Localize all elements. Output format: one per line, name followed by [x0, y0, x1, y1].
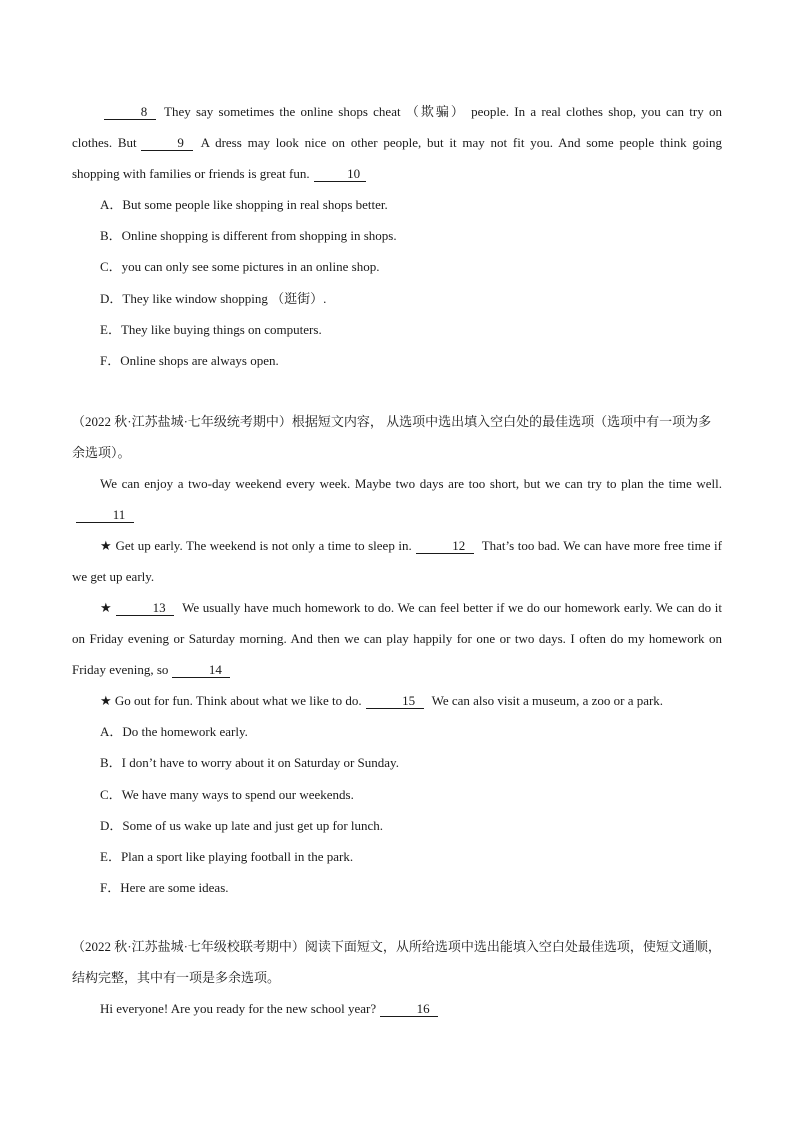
- option-b: B．Online shopping is different from shopping in shops.: [100, 228, 397, 244]
- section2-para3-text: We usually have much homework to do. We can feel better if we do our homework early. We can do it on Friday evening or Saturday morning. And then we can play happily for one or two days. I often do my homework on Friday evening, so: [72, 600, 722, 678]
- blank-16[interactable]: 16: [380, 1002, 438, 1017]
- blank-11[interactable]: 11: [76, 508, 134, 523]
- blank-12[interactable]: 12: [416, 539, 474, 554]
- option-f: F．Online shops are always open.: [100, 353, 279, 369]
- passage1-options: [72, 189, 722, 376]
- section2-para1-text: We can enjoy a two-day weekend every week. Maybe two days are too short, but we can try to plan the time well.: [100, 476, 722, 492]
- option-e: E．Plan a sport like playing football in the park.: [100, 849, 354, 865]
- section2-para1: [72, 468, 722, 530]
- option-c: C．you can only see some pictures in an online shop.: [100, 259, 380, 275]
- passage1-text-1: They say sometimes the online shops cheat （欺骗） people. In a real clothes shop, you can try on clothes. But: [72, 104, 722, 150]
- blank-14[interactable]: 14: [172, 663, 230, 678]
- blank-9[interactable]: 9: [141, 136, 193, 151]
- section2-para2: [72, 530, 722, 592]
- option-f: F．Here are some ideas.: [100, 880, 229, 896]
- section2-para3: [72, 592, 722, 685]
- blank-8[interactable]: 8: [104, 105, 156, 120]
- section2-instruction: （2022 秋·江苏盐城·七年级统考期中）根据短文内容， 从选项中选出填入空白处的最佳选项（选项中有一项为多余选项）。: [72, 414, 712, 461]
- section3-para1-text: Hi everyone! Are you ready for the new school year?: [100, 1001, 377, 1017]
- star-icon: ★: [100, 600, 113, 616]
- blank-13[interactable]: 13: [116, 601, 174, 616]
- section2-para4: [72, 685, 722, 716]
- section3-instruction: （2022 秋·江苏盐城·七年级校联考期中）阅读下面短文，从所给选项中选出能填入空白处最佳选项，使短文通顺，结构完整，其中有一项是多余选项。: [72, 939, 721, 986]
- passage1-text-2: A dress may look nice on other people, but it may not fit you. And some people think going shopping with families or friends is great fun.: [72, 135, 722, 181]
- blank-15[interactable]: 15: [366, 694, 424, 709]
- section2-para4-text-1: ★ Go out for fun. Think about what we like to do.: [100, 693, 362, 709]
- section2-options: [72, 716, 722, 903]
- passage1-paragraph: [72, 96, 722, 189]
- option-a: A．But some people like shopping in real shops better.: [100, 197, 388, 212]
- option-d: D．Some of us wake up late and just get up for lunch.: [100, 817, 384, 833]
- option-e: E．They like buying things on computers.: [100, 321, 322, 337]
- section2-para4-text-2: We can also visit a museum, a zoo or a park.: [431, 693, 664, 709]
- document-page: [72, 96, 722, 1024]
- section2-para2-text-2: That’s too bad. We can have more free time if we get up early.: [72, 538, 722, 585]
- section2-para2-text-1: ★ Get up early. The weekend is not only a time to sleep in.: [100, 538, 412, 554]
- option-b: B．I don’t have to worry about it on Saturday or Sunday.: [100, 755, 399, 771]
- option-c: C．We have many ways to spend our weekends.: [100, 786, 354, 802]
- option-d: D．They like window shopping （逛街）.: [100, 290, 327, 306]
- option-a: A．Do the homework early.: [100, 724, 248, 740]
- section3-para1: [72, 993, 722, 1024]
- blank-10[interactable]: 10: [314, 167, 366, 182]
